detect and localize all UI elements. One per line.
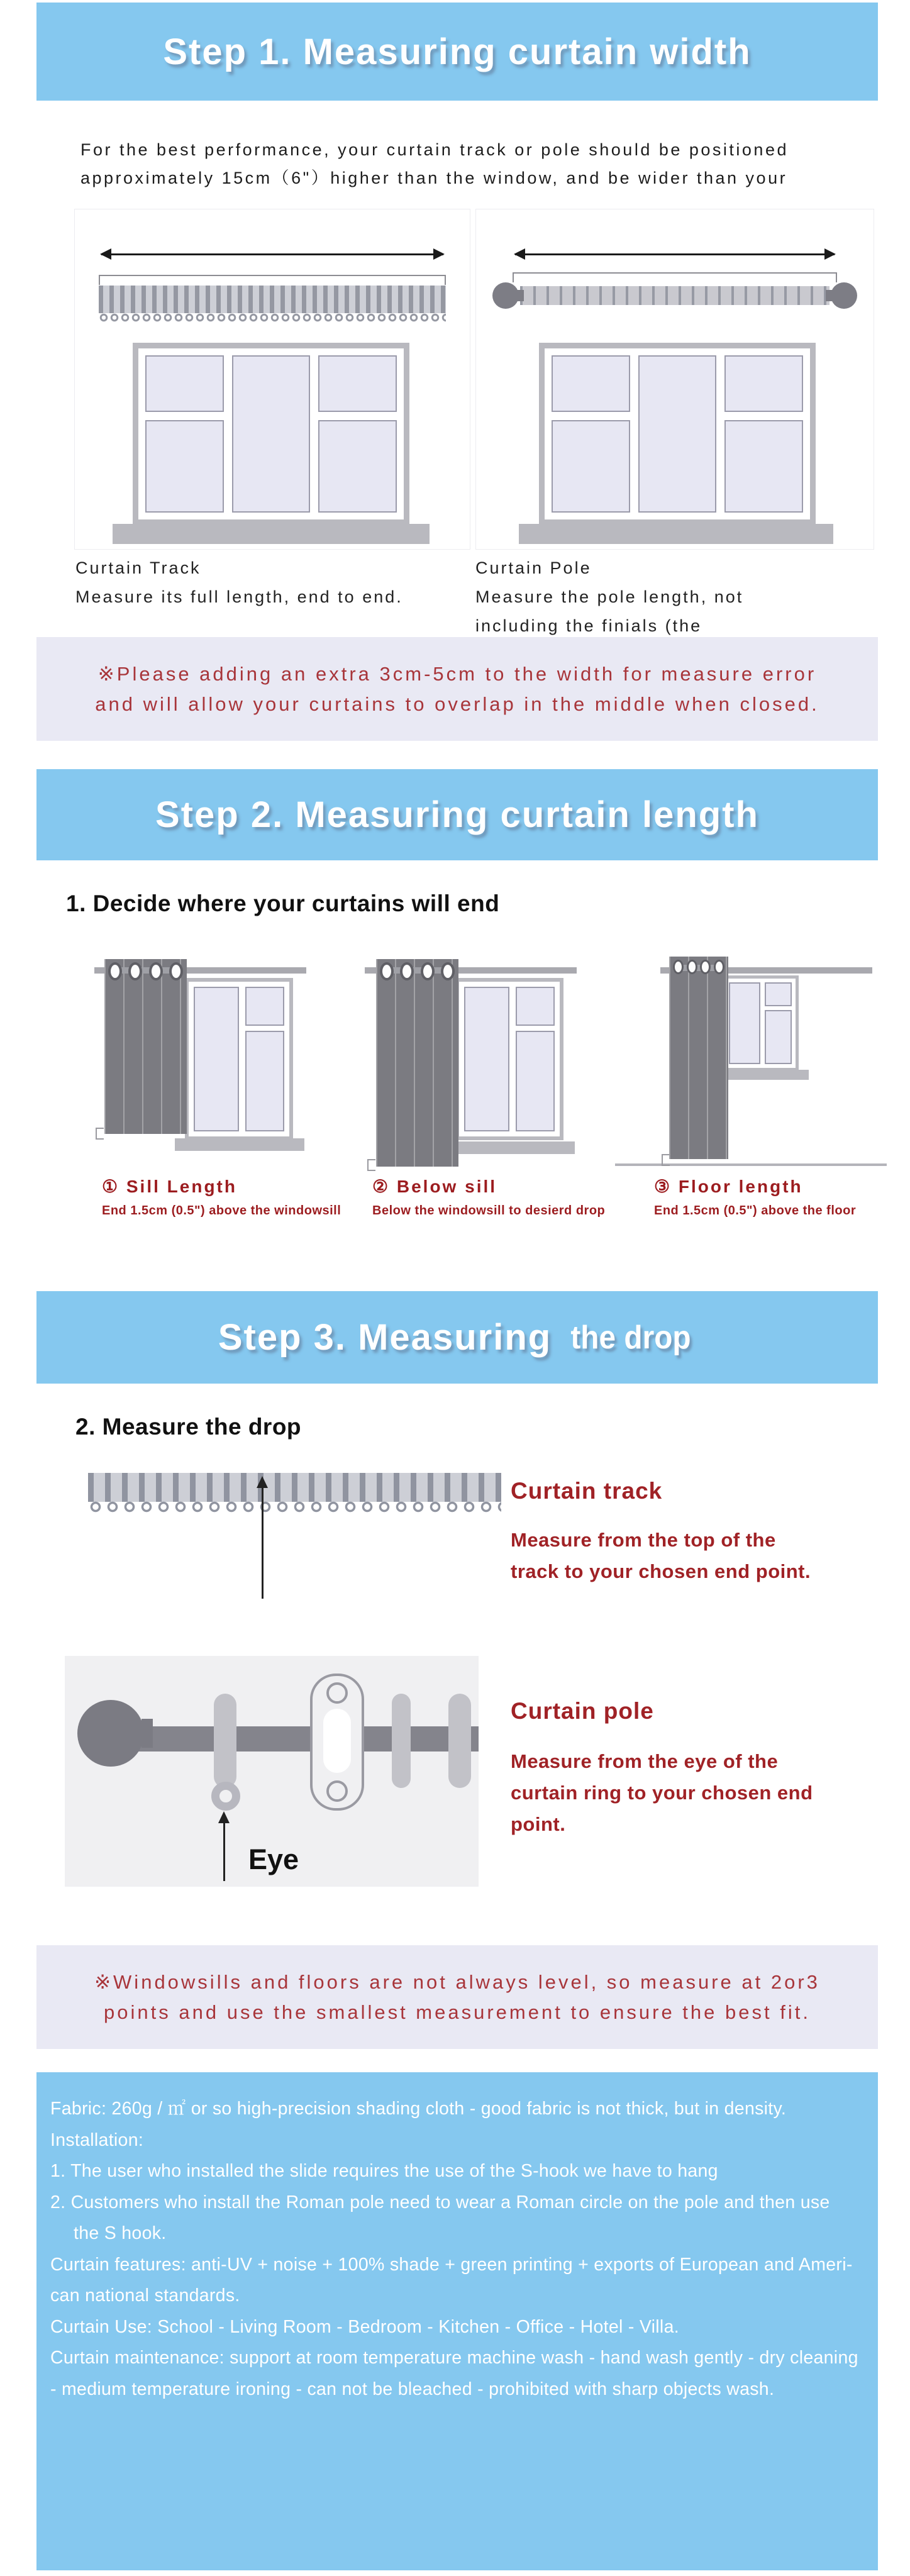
grommet-icon xyxy=(128,962,142,980)
intro-line-1: For the best performance, your curtain track or pole should be positioned xyxy=(80,140,789,159)
note-line: ※Please adding an extra 3cm-5cm to the width for measure error xyxy=(97,662,817,685)
grommet-icon xyxy=(169,962,183,980)
window-right-column xyxy=(724,355,803,513)
caption-title: ① Sill Length xyxy=(102,1177,237,1196)
step2-banner xyxy=(36,769,878,860)
sill-length-illustration xyxy=(93,947,310,1170)
step3-banner-subtext: the drop xyxy=(570,1319,691,1356)
curtain-pole-title: Curtain pole xyxy=(511,1698,654,1724)
curtain-track-illustration xyxy=(74,209,470,550)
window-pane xyxy=(729,982,760,1064)
curtain-pole-bar xyxy=(520,286,830,305)
window-pane xyxy=(516,1031,555,1131)
window-pane xyxy=(245,1031,284,1131)
window-pane xyxy=(638,355,717,513)
caption-title: ③ Floor length xyxy=(654,1177,803,1196)
instruction-line: curtain ring to your chosen end xyxy=(511,1782,813,1804)
window-pane xyxy=(145,420,224,513)
window-left-column xyxy=(464,987,509,1131)
window-pane xyxy=(318,355,397,412)
curtain-ring xyxy=(214,1694,236,1788)
window-graphic xyxy=(133,343,409,525)
step1-banner-text: Step 1. Measuring curtain width xyxy=(163,31,752,72)
info-line: 2. Customers who install the Roman pole need to wear a Roman circle on the pole and then use xyxy=(50,2192,830,2212)
caption-desc: End 1.5cm (0.5") above the floor xyxy=(654,1204,857,1218)
window-pane xyxy=(245,987,284,1026)
grommet-icon xyxy=(687,960,697,974)
info-line: Curtain maintenance: support at room temperature machine wash - hand wash gently - dry cleaning xyxy=(50,2348,858,2368)
info-line: Fabric: 260g / ㎡ or so high-precision shading cloth - good fabric is not thick, but in density. xyxy=(50,2099,787,2119)
window-graphic xyxy=(539,343,816,525)
window-middle-column xyxy=(638,355,717,513)
level-measure-note xyxy=(36,1945,878,2049)
below-sill-caption xyxy=(372,1176,605,1218)
pole-finial-right xyxy=(831,282,857,309)
measure-end-mark xyxy=(662,1154,670,1166)
eye-label: Eye xyxy=(248,1843,299,1875)
window-pane xyxy=(765,1010,792,1064)
floor-line xyxy=(615,1163,887,1166)
step1-banner xyxy=(36,3,878,101)
instruction-line: point. xyxy=(511,1813,566,1835)
grommet-icon xyxy=(421,962,435,980)
caption-line: Measure the pole length, not xyxy=(475,587,744,606)
window-pane xyxy=(318,420,397,513)
pole-finial-left xyxy=(492,282,519,309)
window-pane xyxy=(194,987,239,1131)
curtain-track-caption xyxy=(75,553,403,611)
pole-bracket xyxy=(310,1674,364,1811)
step1-intro-paragraph xyxy=(80,136,789,192)
below-sill-illustration xyxy=(363,947,580,1170)
grommet-row xyxy=(380,962,455,980)
window-graphic xyxy=(455,978,563,1140)
instruction-line: track to your chosen end point. xyxy=(511,1560,811,1582)
caption-title: Curtain Track xyxy=(75,558,201,577)
pole-finial xyxy=(77,1700,144,1767)
bracket-screw-icon xyxy=(326,1780,348,1802)
pole-finial-neck xyxy=(516,290,524,301)
window-left-column xyxy=(552,355,630,513)
window-pane xyxy=(516,987,555,1026)
window-right-column xyxy=(765,982,792,1064)
step3-heading: 2. Measure the drop xyxy=(75,1414,302,1440)
curtain-pole-eye-illustration xyxy=(65,1656,479,1887)
width-measure-note xyxy=(36,637,878,741)
windowsill-graphic xyxy=(175,1138,304,1151)
info-line: Installation: xyxy=(50,2129,144,2150)
eye-pointer-arrow-icon xyxy=(223,1822,225,1881)
instruction-line: Measure from the eye of the xyxy=(511,1750,779,1772)
pole-finial-neck xyxy=(826,290,833,301)
grommet-icon xyxy=(380,962,394,980)
ring-eye-icon xyxy=(211,1782,240,1811)
grommet-icon xyxy=(400,962,414,980)
curtain-track-strip xyxy=(88,1473,501,1502)
measure-bracket xyxy=(99,275,446,285)
grommet-icon xyxy=(108,962,122,980)
window-right-column xyxy=(516,987,555,1131)
step2-heading: 1. Decide where your curtains will end xyxy=(66,891,500,916)
window-pane xyxy=(724,355,803,412)
window-graphic xyxy=(185,978,293,1140)
grommet-row xyxy=(673,960,724,974)
grommet-icon xyxy=(700,960,711,974)
caption-desc: End 1.5cm (0.5") above the windowsill xyxy=(102,1204,341,1218)
info-line: Curtain features: anti-UV + noise + 100% shade + green printing + exports of European and Ameri- xyxy=(50,2254,853,2275)
track-glider-hooks xyxy=(99,313,446,323)
sill-length-caption xyxy=(102,1176,341,1218)
grommet-icon xyxy=(149,962,163,980)
window-pane xyxy=(145,355,224,412)
info-line: the S hook. xyxy=(74,2223,167,2243)
window-middle-column xyxy=(232,355,311,513)
pole-finial-neck xyxy=(141,1719,153,1748)
grommet-row xyxy=(108,962,183,980)
step3-banner-text: Step 3. Measuring xyxy=(218,1317,552,1358)
info-line: Curtain Use: School - Living Room - Bedroom - Kitchen - Office - Hotel - Villa. xyxy=(50,2316,679,2337)
windowsill-graphic xyxy=(113,524,430,544)
floor-length-caption xyxy=(654,1176,856,1218)
grommet-icon xyxy=(714,960,724,974)
measure-end-mark xyxy=(96,1128,104,1140)
window-left-column xyxy=(729,982,760,1064)
curtain-panel xyxy=(376,959,458,1167)
note-line: ※Windowsills and floors are not always level, so measure at 2or3 xyxy=(94,1970,820,1993)
width-arrow-icon xyxy=(515,253,835,255)
measure-end-mark xyxy=(367,1159,375,1171)
info-line: 1. The user who installed the slide requires the use of the S-hook we have to hang xyxy=(50,2161,718,2181)
window-left-column xyxy=(194,987,239,1131)
caption-desc: Below the windowsill to desierd drop xyxy=(372,1204,606,1218)
window-pane xyxy=(232,355,311,513)
info-line: - medium temperature ironing - can not be bleached - prohibited with sharp objects wash. xyxy=(50,2379,775,2399)
curtain-pole-caption xyxy=(475,553,743,640)
window-left-column xyxy=(145,355,224,513)
curtain-panel xyxy=(669,957,728,1159)
curtain-track-strip xyxy=(99,286,446,313)
caption-line: Measure its full length, end to end. xyxy=(75,587,403,606)
window-right-column xyxy=(318,355,397,513)
bracket-screw-icon xyxy=(326,1682,348,1704)
window-pane xyxy=(552,355,630,412)
window-graphic xyxy=(722,975,799,1071)
curtain-pole-instructions xyxy=(511,1746,813,1840)
caption-title: ② Below sill xyxy=(372,1177,497,1196)
caption-title: Curtain Pole xyxy=(475,558,592,577)
step3-banner xyxy=(36,1291,878,1384)
step2-banner-text: Step 2. Measuring curtain length xyxy=(155,794,759,835)
floor-length-illustration xyxy=(659,947,876,1170)
product-info-section xyxy=(36,2072,878,2570)
windowsill-graphic xyxy=(445,1141,575,1154)
intro-line-2: approximately 15cm（6"）higher than the window, and be wider than your xyxy=(80,169,788,187)
width-arrow-icon xyxy=(101,253,443,255)
bracket-slot xyxy=(323,1709,351,1773)
track-glider-hooks xyxy=(88,1501,501,1514)
caption-line: including the finials (the xyxy=(475,616,702,635)
note-line: and will allow your curtains to overlap in the middle when closed. xyxy=(95,692,819,715)
note-line: points and use the smallest measurement to ensure the best fit. xyxy=(104,2001,811,2023)
curtain-panel xyxy=(104,959,187,1134)
instruction-line: Measure from the top of the xyxy=(511,1529,776,1551)
window-pane xyxy=(724,420,803,513)
curtain-track-title: Curtain track xyxy=(511,1478,663,1504)
windowsill-graphic xyxy=(519,524,833,544)
curtain-ring xyxy=(448,1694,471,1788)
curtain-pole-illustration xyxy=(475,209,874,550)
window-pane xyxy=(765,982,792,1006)
curtain-track-instructions xyxy=(511,1524,811,1587)
curtain-pole-bar xyxy=(125,1726,479,1752)
window-right-column xyxy=(245,987,284,1131)
grommet-icon xyxy=(673,960,684,974)
window-pane xyxy=(552,420,630,513)
info-line: can national standards. xyxy=(50,2285,240,2306)
measure-bracket xyxy=(513,272,837,282)
curtain-ring xyxy=(392,1694,411,1788)
measure-up-arrow-icon xyxy=(262,1487,264,1599)
grommet-icon xyxy=(441,962,455,980)
window-pane xyxy=(464,987,509,1131)
